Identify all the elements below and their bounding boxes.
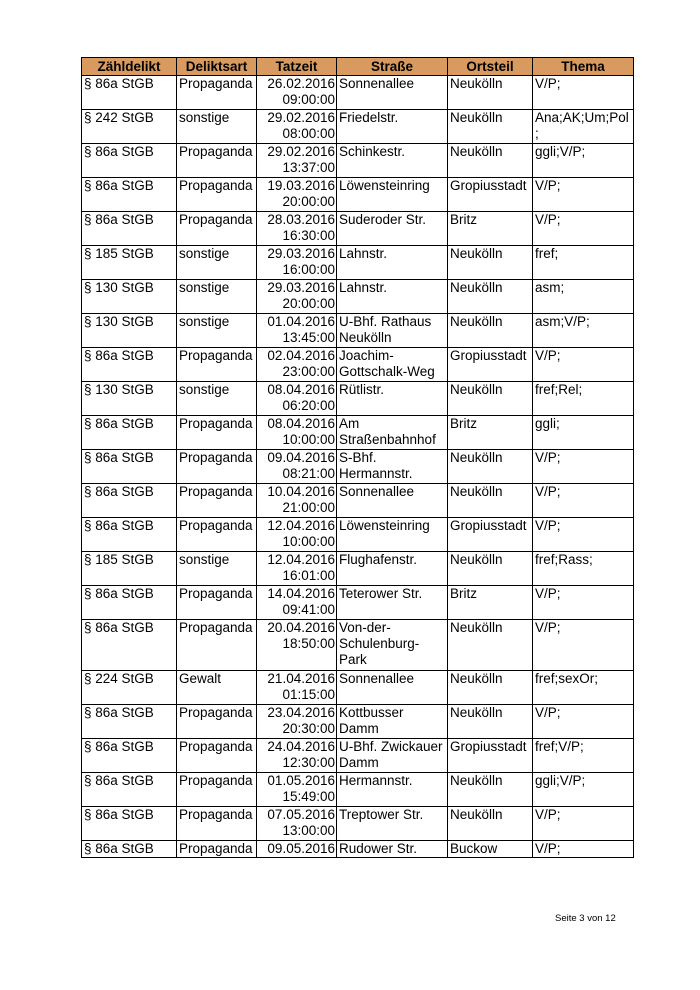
cell-ortsteil: Britz: [448, 416, 533, 450]
table-row: [82, 773, 634, 807]
cell-tatzeit-time: 20:00:00: [282, 296, 335, 311]
cell-tatzeit-time: 13:45:00: [282, 330, 335, 345]
cell-zaehldelikt: § 86a StGB: [82, 620, 177, 671]
cell-tatzeit-date: 07.05.2016: [267, 807, 335, 822]
cell-thema: fref;Rass;: [533, 552, 634, 586]
cell-zaehldelikt: § 185 StGB: [82, 552, 177, 586]
cell-thema: V/P;: [533, 620, 634, 671]
cell-strasse: U-Bhf. Rathaus Neukölln: [337, 314, 448, 348]
cell-thema: fref;V/P;: [533, 739, 634, 773]
cell-tatzeit-time: 01:15:00: [282, 687, 335, 702]
column-header-deliktsart: Deliktsart: [177, 58, 257, 76]
cell-ortsteil: Britz: [448, 586, 533, 620]
cell-ortsteil: Neukölln: [448, 705, 533, 739]
cell-strasse: Löwensteinring: [337, 518, 448, 552]
cell-tatzeit-date: 26.02.2016: [267, 76, 335, 91]
cell-ortsteil: Neukölln: [448, 552, 533, 586]
column-header-strasse: Straße: [337, 58, 448, 76]
cell-zaehldelikt: § 86a StGB: [82, 144, 177, 178]
cell-tatzeit-time: 16:30:00: [282, 228, 335, 243]
cell-strasse: Von-der-Schulenburg-Park: [337, 620, 448, 671]
cell-zaehldelikt: § 86a StGB: [82, 705, 177, 739]
cell-strasse: Sonnenallee: [337, 76, 448, 110]
cell-strasse: S-Bhf. Hermannstr.: [337, 450, 448, 484]
cell-tatzeit-time: 08:21:00: [282, 466, 335, 481]
table-row: [82, 807, 634, 841]
cell-tatzeit: [257, 841, 337, 858]
cell-ortsteil: Neukölln: [448, 807, 533, 841]
cell-strasse: Kottbusser Damm: [337, 705, 448, 739]
table-row: [82, 76, 634, 110]
table-row: [82, 212, 634, 246]
cell-ortsteil: Neukölln: [448, 76, 533, 110]
cell-tatzeit-time: 10:00:00: [282, 534, 335, 549]
cell-thema: fref;: [533, 246, 634, 280]
cell-tatzeit-date: 29.03.2016: [267, 280, 335, 295]
cell-thema: V/P;: [533, 484, 634, 518]
cell-tatzeit: [257, 280, 337, 314]
cell-deliktsart: Gewalt: [177, 671, 257, 705]
cell-thema: V/P;: [533, 348, 634, 382]
cell-ortsteil: Gropiusstadt: [448, 178, 533, 212]
cell-zaehldelikt: § 86a StGB: [82, 586, 177, 620]
cell-ortsteil: Neukölln: [448, 280, 533, 314]
table-row: [82, 739, 634, 773]
cell-thema: V/P;: [533, 518, 634, 552]
cell-zaehldelikt: § 130 StGB: [82, 280, 177, 314]
cell-ortsteil: Neukölln: [448, 246, 533, 280]
cell-zaehldelikt: § 86a StGB: [82, 739, 177, 773]
cell-tatzeit: [257, 552, 337, 586]
cell-ortsteil: Gropiusstadt: [448, 518, 533, 552]
cell-tatzeit: [257, 671, 337, 705]
cell-thema: V/P;: [533, 807, 634, 841]
cell-thema: ggli;: [533, 416, 634, 450]
cell-zaehldelikt: § 86a StGB: [82, 450, 177, 484]
cell-tatzeit-time: 18:50:00: [282, 636, 335, 651]
cell-ortsteil: Gropiusstadt: [448, 348, 533, 382]
cell-tatzeit-time: 20:00:00: [282, 194, 335, 209]
column-header-thema: Thema: [533, 58, 634, 76]
cell-strasse: Friedelstr.: [337, 110, 448, 144]
cell-tatzeit: [257, 314, 337, 348]
cell-thema: V/P;: [533, 841, 634, 858]
cell-strasse: Löwensteinring: [337, 178, 448, 212]
cell-deliktsart: Propaganda: [177, 450, 257, 484]
table-row: [82, 280, 634, 314]
cell-tatzeit: [257, 246, 337, 280]
table-row: [82, 552, 634, 586]
cell-deliktsart: Propaganda: [177, 773, 257, 807]
cell-thema: ggli;V/P;: [533, 144, 634, 178]
table-row: [82, 620, 634, 671]
cell-zaehldelikt: § 224 StGB: [82, 671, 177, 705]
cell-zaehldelikt: § 185 StGB: [82, 246, 177, 280]
cell-tatzeit-time: 23:00:00: [282, 364, 335, 379]
cell-tatzeit-time: 16:00:00: [282, 262, 335, 277]
cell-tatzeit-date: 23.04.2016: [267, 705, 335, 720]
cell-tatzeit-date: 14.04.2016: [267, 586, 335, 601]
cell-tatzeit-time: 21:00:00: [282, 500, 335, 515]
cell-tatzeit-time: 09:41:00: [282, 602, 335, 617]
cell-tatzeit-date: 10.04.2016: [267, 484, 335, 499]
cell-tatzeit: [257, 76, 337, 110]
cell-tatzeit-date: 29.02.2016: [267, 110, 335, 125]
cell-zaehldelikt: § 86a StGB: [82, 518, 177, 552]
cell-thema: fref;Rel;: [533, 382, 634, 416]
cell-deliktsart: Propaganda: [177, 76, 257, 110]
cell-thema: Ana;AK;Um;Pol;: [533, 110, 634, 144]
column-header-tatzeit: Tatzeit: [257, 58, 337, 76]
cell-thema: fref;sexOr;: [533, 671, 634, 705]
cell-strasse: Sonnenallee: [337, 671, 448, 705]
cell-tatzeit: [257, 382, 337, 416]
cell-tatzeit-date: 24.04.2016: [267, 739, 335, 754]
cell-deliktsart: Propaganda: [177, 739, 257, 773]
cell-tatzeit-time: 06:20:00: [282, 398, 335, 413]
cell-zaehldelikt: § 130 StGB: [82, 382, 177, 416]
cell-deliktsart: Propaganda: [177, 518, 257, 552]
cell-zaehldelikt: § 86a StGB: [82, 76, 177, 110]
cell-strasse: Rütlistr.: [337, 382, 448, 416]
cell-strasse: Rudower Str.: [337, 841, 448, 858]
table-row: [82, 348, 634, 382]
cell-tatzeit-time: 12:30:00: [282, 755, 335, 770]
cell-tatzeit-date: 01.05.2016: [267, 773, 335, 788]
cell-tatzeit-date: 09.04.2016: [267, 450, 335, 465]
cell-thema: V/P;: [533, 586, 634, 620]
cell-deliktsart: sonstige: [177, 110, 257, 144]
table-row: [82, 178, 634, 212]
cell-strasse: U-Bhf. Zwickauer Damm: [337, 739, 448, 773]
cell-deliktsart: Propaganda: [177, 178, 257, 212]
cell-ortsteil: Britz: [448, 212, 533, 246]
table-row: [82, 314, 634, 348]
cell-strasse: Schinkestr.: [337, 144, 448, 178]
cell-tatzeit-date: 21.04.2016: [267, 671, 335, 686]
cell-deliktsart: Propaganda: [177, 212, 257, 246]
cell-deliktsart: Propaganda: [177, 807, 257, 841]
cell-strasse: Sonnenallee: [337, 484, 448, 518]
column-header-zaehldelikt: Zähldelikt: [82, 58, 177, 76]
cell-tatzeit-time: 10:00:00: [282, 432, 335, 447]
cell-ortsteil: Neukölln: [448, 450, 533, 484]
cell-deliktsart: sonstige: [177, 552, 257, 586]
cell-tatzeit-time: 15:49:00: [282, 789, 335, 804]
page-number: Seite 3 von 12: [555, 913, 616, 924]
cell-strasse: Joachim-Gottschalk-Weg: [337, 348, 448, 382]
cell-ortsteil: Neukölln: [448, 110, 533, 144]
cell-tatzeit-date: 01.04.2016: [267, 314, 335, 329]
cell-ortsteil: Buckow: [448, 841, 533, 858]
cell-thema: V/P;: [533, 178, 634, 212]
cell-tatzeit: [257, 620, 337, 671]
cell-zaehldelikt: § 86a StGB: [82, 348, 177, 382]
cell-zaehldelikt: § 86a StGB: [82, 841, 177, 858]
cell-deliktsart: Propaganda: [177, 348, 257, 382]
cell-tatzeit-date: 29.03.2016: [267, 246, 335, 261]
cell-ortsteil: Neukölln: [448, 773, 533, 807]
cell-tatzeit: [257, 348, 337, 382]
cell-strasse: Teterower Str.: [337, 586, 448, 620]
cell-ortsteil: Neukölln: [448, 671, 533, 705]
cell-tatzeit: [257, 416, 337, 450]
cell-tatzeit: [257, 705, 337, 739]
cell-tatzeit: [257, 450, 337, 484]
cell-strasse: Suderoder Str.: [337, 212, 448, 246]
cell-tatzeit: [257, 739, 337, 773]
cell-ortsteil: Neukölln: [448, 314, 533, 348]
cell-tatzeit: [257, 484, 337, 518]
cell-tatzeit-date: 09.05.2016: [267, 841, 335, 856]
cell-tatzeit-time: 09:00:00: [282, 92, 335, 107]
cell-deliktsart: sonstige: [177, 382, 257, 416]
cell-deliktsart: sonstige: [177, 314, 257, 348]
cell-strasse: Lahnstr.: [337, 280, 448, 314]
cell-thema: V/P;: [533, 212, 634, 246]
table-row: [82, 110, 634, 144]
table-row: [82, 484, 634, 518]
cell-strasse: Hermannstr.: [337, 773, 448, 807]
cell-deliktsart: Propaganda: [177, 705, 257, 739]
cell-zaehldelikt: § 86a StGB: [82, 212, 177, 246]
table-row: [82, 416, 634, 450]
cell-tatzeit-time: 20:30:00: [282, 721, 335, 736]
cell-tatzeit-date: 08.04.2016: [267, 416, 335, 431]
cell-zaehldelikt: § 86a StGB: [82, 773, 177, 807]
table-row: [82, 705, 634, 739]
cell-tatzeit: [257, 773, 337, 807]
cell-thema: ggli;V/P;: [533, 773, 634, 807]
cell-tatzeit-date: 20.04.2016: [267, 620, 335, 635]
cell-tatzeit-time: 13:00:00: [282, 823, 335, 838]
table-row: [82, 518, 634, 552]
cell-strasse: Flughafenstr.: [337, 552, 448, 586]
cell-tatzeit-date: 08.04.2016: [267, 382, 335, 397]
cell-tatzeit-time: 08:00:00: [282, 126, 335, 141]
cell-thema: V/P;: [533, 76, 634, 110]
cell-strasse: Am Straßenbahnhof: [337, 416, 448, 450]
cell-tatzeit: [257, 110, 337, 144]
cell-zaehldelikt: § 86a StGB: [82, 807, 177, 841]
cell-tatzeit-date: 29.02.2016: [267, 144, 335, 159]
cell-ortsteil: Neukölln: [448, 382, 533, 416]
cell-thema: asm;V/P;: [533, 314, 634, 348]
cell-zaehldelikt: § 86a StGB: [82, 484, 177, 518]
table-row: [82, 841, 634, 858]
cell-deliktsart: sonstige: [177, 246, 257, 280]
cell-thema: asm;: [533, 280, 634, 314]
cell-tatzeit: [257, 144, 337, 178]
cell-strasse: Treptower Str.: [337, 807, 448, 841]
cell-ortsteil: Neukölln: [448, 484, 533, 518]
cell-deliktsart: Propaganda: [177, 144, 257, 178]
table-header-row: [82, 58, 634, 76]
cell-tatzeit: [257, 178, 337, 212]
cell-ortsteil: Neukölln: [448, 144, 533, 178]
cell-deliktsart: Propaganda: [177, 484, 257, 518]
column-header-ortsteil: Ortsteil: [448, 58, 533, 76]
cell-tatzeit: [257, 807, 337, 841]
cell-tatzeit: [257, 212, 337, 246]
table-row: [82, 382, 634, 416]
cell-strasse: Lahnstr.: [337, 246, 448, 280]
cell-tatzeit-date: 02.04.2016: [267, 348, 335, 363]
cell-tatzeit: [257, 586, 337, 620]
cell-tatzeit-date: 19.03.2016: [267, 178, 335, 193]
cell-zaehldelikt: § 130 StGB: [82, 314, 177, 348]
incident-table: [81, 57, 634, 858]
table-row: [82, 144, 634, 178]
table-row: [82, 671, 634, 705]
cell-tatzeit-date: 28.03.2016: [267, 212, 335, 227]
cell-zaehldelikt: § 86a StGB: [82, 416, 177, 450]
cell-deliktsart: Propaganda: [177, 841, 257, 858]
cell-tatzeit: [257, 518, 337, 552]
cell-ortsteil: Neukölln: [448, 620, 533, 671]
cell-tatzeit-date: 12.04.2016: [267, 552, 335, 567]
cell-tatzeit-time: 16:01:00: [282, 568, 335, 583]
cell-thema: V/P;: [533, 705, 634, 739]
cell-ortsteil: Gropiusstadt: [448, 739, 533, 773]
cell-deliktsart: Propaganda: [177, 586, 257, 620]
table-row: [82, 586, 634, 620]
cell-thema: V/P;: [533, 450, 634, 484]
table-row: [82, 450, 634, 484]
cell-tatzeit-time: 13:37:00: [282, 160, 335, 175]
cell-deliktsart: Propaganda: [177, 416, 257, 450]
cell-deliktsart: Propaganda: [177, 620, 257, 671]
cell-zaehldelikt: § 242 StGB: [82, 110, 177, 144]
cell-zaehldelikt: § 86a StGB: [82, 178, 177, 212]
cell-deliktsart: sonstige: [177, 280, 257, 314]
cell-tatzeit-date: 12.04.2016: [267, 518, 335, 533]
table-row: [82, 246, 634, 280]
